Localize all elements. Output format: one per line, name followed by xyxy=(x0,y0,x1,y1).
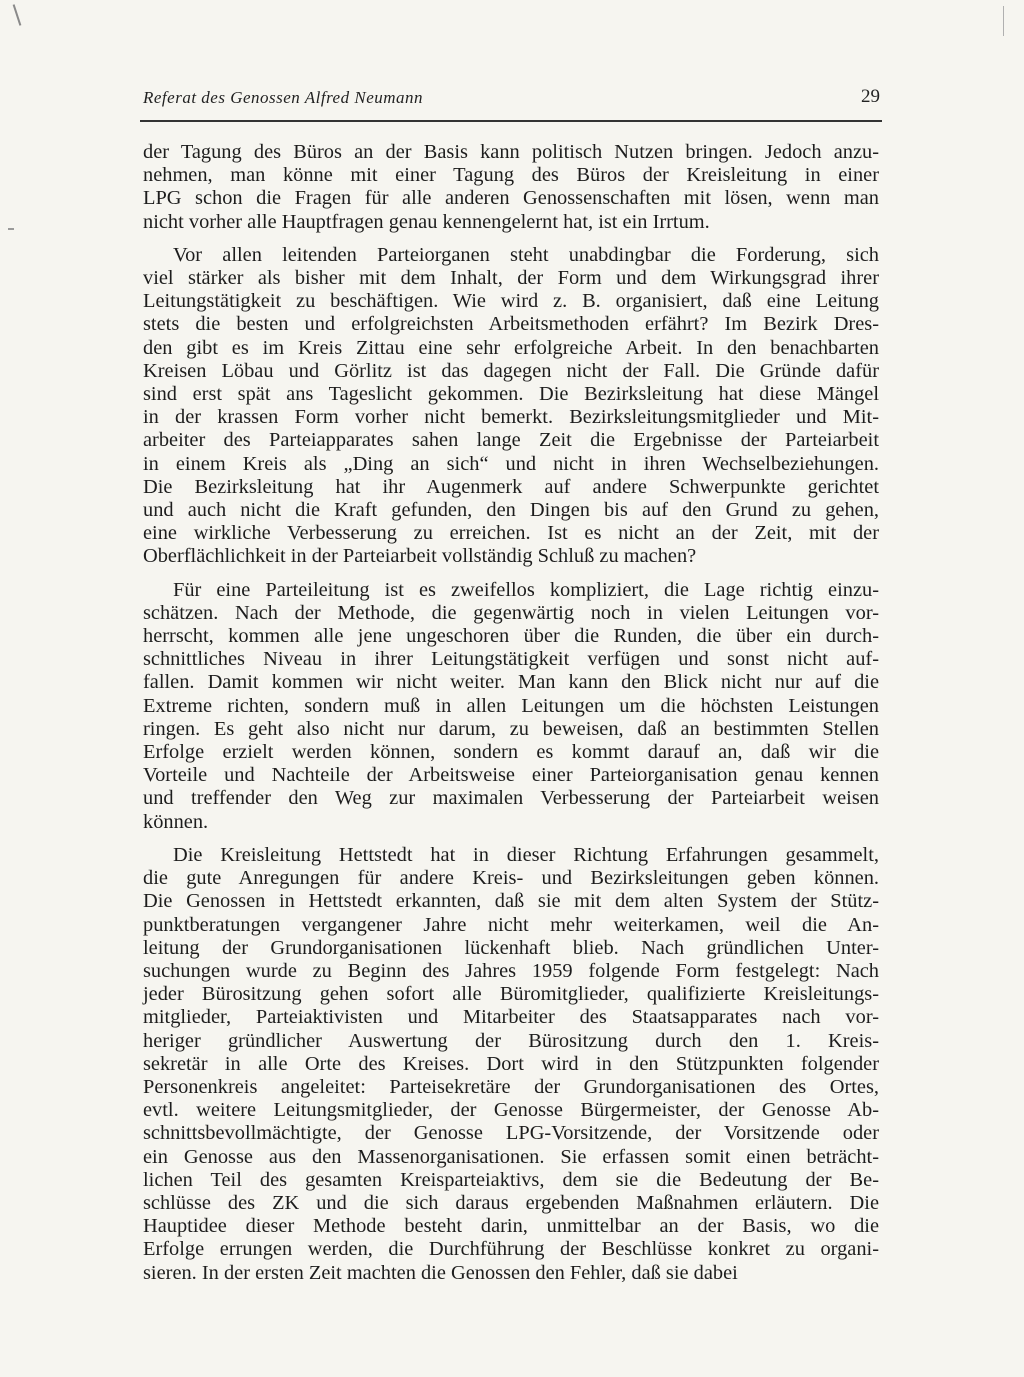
text-line: den gibt es im Kreis Zittau eine sehr erfolgreiche Arbeit. In den benachbarten xyxy=(143,336,879,359)
text-line: schlüsse des ZK und die sich daraus ergebenden Maßnahmen erläutern. Die xyxy=(143,1191,879,1214)
text-line: Kreisen Löbau und Görlitz ist das dagegen nicht der Fall. Die Gründe dafür xyxy=(143,359,879,382)
text-line: der Tagung des Büros an der Basis kann politisch Nutzen bringen. Jedoch anzu- xyxy=(143,141,879,163)
paragraph xyxy=(143,244,879,569)
text-line: nehmen, man könne mit einer Tagung des Büros der Kreisleitung in einer xyxy=(143,164,879,187)
text-line: nicht vorher alle Hauptfragen genau kennengelernt hat, ist ein Irrtum. xyxy=(143,210,710,233)
text-line: und treffender den Weg zur maximalen Verbesserung der Parteiarbeit weisen xyxy=(143,787,879,810)
page-number: 29 xyxy=(861,86,880,107)
text-line: viel stärker als bisher mit dem Inhalt, der Form und dem Wirkungsgrad ihrer xyxy=(143,267,879,290)
text-line: sieren. In der ersten Zeit machten die Genossen den Fehler, daß sie dabei xyxy=(143,1261,738,1284)
text-line: heriger gründlicher Auswertung der Bürositzung durch den 1. Kreis- xyxy=(143,1029,879,1052)
scan-mark xyxy=(13,4,22,26)
text-line: arbeiter des Parteiapparates sahen lange Zeit die Ergebnisse der Parteiarbeit xyxy=(143,429,879,452)
page-header xyxy=(143,86,880,116)
paragraph xyxy=(143,844,879,1285)
text-line: schnittliches Niveau in ihrer Leitungstätigkeit verfügen und sonst nicht auf- xyxy=(143,648,879,671)
text-line: und auch nicht die Kraft gefunden, den Dingen bis auf den Grund zu gehen, xyxy=(143,499,879,522)
running-head: Referat des Genossen Alfred Neumann xyxy=(143,88,424,107)
text-line: fallen. Damit kommen wir nicht weiter. Man kann den Blick nicht nur auf die xyxy=(143,671,879,694)
text-line: schnittsbevollmächtigte, der Genosse LPG-Vorsitzende, der Vorsitzende oder xyxy=(143,1122,879,1145)
text-line: sekretär in alle Orte des Kreises. Dort wird in den Stützpunkten folgender xyxy=(143,1052,879,1075)
text-line: Vor allen leitenden Parteiorganen steht unabdingbar die Forderung, sich xyxy=(173,243,879,266)
paragraph xyxy=(143,141,879,234)
body-text xyxy=(143,141,879,1295)
text-line: ein Genosse aus den Massenorganisationen. Sie erfassen somit einen beträcht- xyxy=(143,1145,879,1168)
text-line: stets die besten und erfolgreichsten Arbeitsmethoden erfährt? Im Bezirk Dres- xyxy=(143,313,879,336)
text-line: können. xyxy=(143,810,209,833)
text-line: Für eine Parteileitung ist es zweifellos kompliziert, die Lage richtig einzu- xyxy=(173,578,879,601)
paragraph xyxy=(143,579,879,834)
text-line: Die Bezirksleitung hat ihr Augenmerk auf andere Schwerpunkte gerichtet xyxy=(143,475,879,498)
text-line: Erfolge erzielt werden können, sondern es kommt darauf an, daß wir die xyxy=(143,741,879,764)
text-line: evtl. weitere Leitungsmitglieder, der Genosse Bürgermeister, der Genosse Ab- xyxy=(143,1099,879,1122)
text-line: mitglieder, Parteiaktivisten und Mitarbeiter des Staatsapparates nach vor- xyxy=(143,1006,879,1029)
text-line: in einem Kreis als „Ding an sich“ und nicht in ihren Wechselbeziehungen. xyxy=(143,452,879,475)
text-line: Leitungstätigkeit zu beschäftigen. Wie wird z. B. organisiert, daß eine Leitung xyxy=(143,290,879,313)
scan-mark xyxy=(8,228,14,230)
text-line: Erfolge errungen werden, die Durchführung der Beschlüsse konkret zu organi- xyxy=(143,1238,879,1261)
scan-mark xyxy=(1003,6,1004,36)
text-line: Die Kreisleitung Hettstedt hat in dieser Richtung Erfahrungen gesammelt, xyxy=(173,843,879,866)
text-line: LPG schon die Fragen für alle anderen Genossenschaften mit lösen, wenn man xyxy=(143,187,879,210)
header-rule xyxy=(140,120,882,122)
text-line: schätzen. Nach der Methode, die gegenwärtig noch in vielen Leitungen vor- xyxy=(143,601,879,624)
text-line: Personenkreis angeleitet: Parteisekretäre der Grundorganisationen des Ortes, xyxy=(143,1075,879,1098)
text-line: lichen Teil des gesamten Kreisparteiaktivs, dem sie die Bedeutung der Be- xyxy=(143,1168,879,1191)
text-line: sind erst spät ans Tageslicht gekommen. Die Bezirksleitung hat diese Mängel xyxy=(143,383,879,406)
text-line: eine wirkliche Verbesserung zu erreichen. Ist es nicht an der Zeit, mit der xyxy=(143,522,879,545)
text-line: leitung der Grundorganisationen lückenhaft blieb. Nach gründlichen Unter- xyxy=(143,936,879,959)
text-line: Hauptidee dieser Methode besteht darin, unmittelbar an der Basis, wo die xyxy=(143,1215,879,1238)
text-line: Vorteile und Nachteile der Arbeitsweise einer Parteiorganisation genau kennen xyxy=(143,764,879,787)
text-line: ringen. Es geht also nicht nur darum, zu beweisen, daß an bestimmten Stellen xyxy=(143,717,879,740)
text-line: in der krassen Form vorher nicht bemerkt. Bezirksleitungsmitglieder und Mit- xyxy=(143,406,879,429)
text-line: punktberatungen vergangener Jahre nicht mehr weiterkamen, weil die An- xyxy=(143,913,879,936)
text-line: Die Genossen in Hettstedt erkannten, daß sie mit dem alten System der Stütz- xyxy=(143,890,879,913)
text-line: Oberflächlichkeit in der Parteiarbeit vollständig Schluß zu machen? xyxy=(143,545,697,568)
text-line: die gute Anregungen für andere Kreis- und Bezirksleitungen geben können. xyxy=(143,867,879,890)
text-line: jeder Bürositzung gehen sofort alle Büromitglieder, qualifizierte Kreisleitungs- xyxy=(143,983,879,1006)
text-line: herrscht, kommen alle jene ungeschoren über die Runden, die über ein durch- xyxy=(143,625,879,648)
text-line: suchungen wurde zu Beginn des Jahres 1959 folgende Form festgelegt: Nach xyxy=(143,959,879,982)
text-line: Extreme richten, sondern muß in allen Leitungen um die höchsten Leistungen xyxy=(143,694,879,717)
